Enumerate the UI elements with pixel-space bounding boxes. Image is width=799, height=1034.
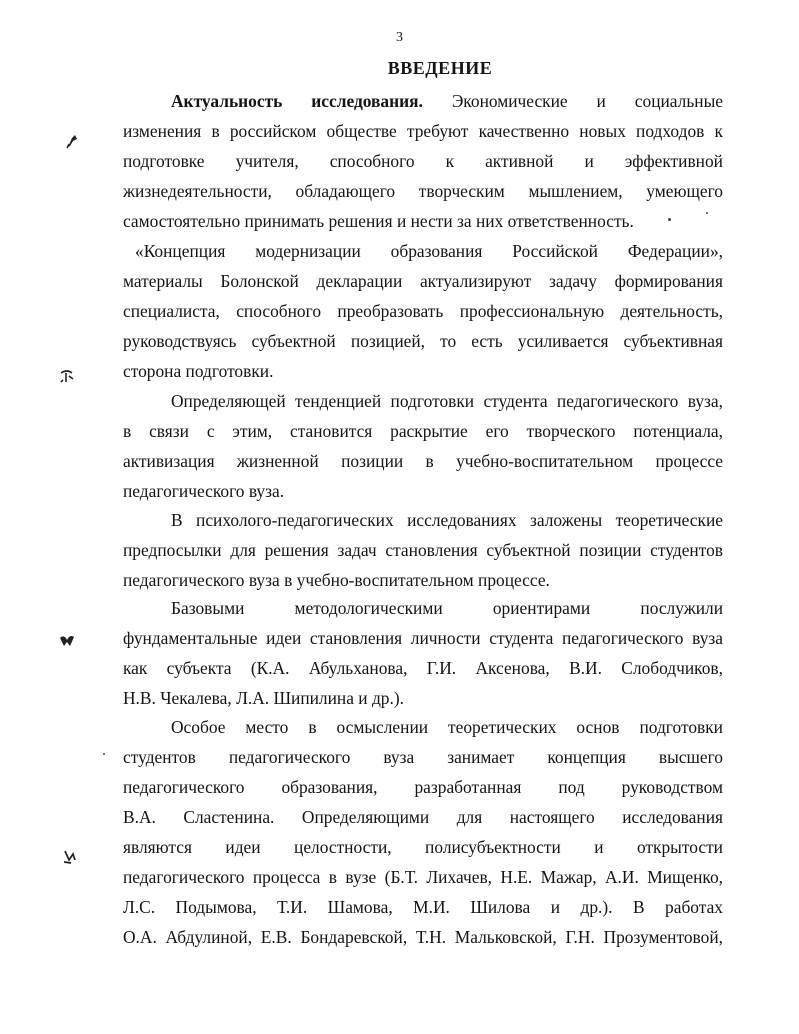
paragraph-concept-line-4: руководствуясь субъектной позицией, то есть усиливается субъективная xyxy=(123,331,723,351)
paragraph-tendency-line-4: педагогического вуза. xyxy=(123,481,285,501)
margin-scribble-icon xyxy=(58,368,76,386)
paragraph-concept-higher-line-1: Особое место в осмыслении теоретических основ подготовки xyxy=(171,717,723,737)
paragraph-concept-higher-line-8: О.А. Абдулиной, Е.В. Бондаревской, Т.Н. Мальковской, Г.Н. Прозументовой, xyxy=(123,927,723,947)
paragraph-methodology-line-1: Базовыми методологическими ориентирами послужили xyxy=(171,598,723,618)
paragraph-research-line-3: педагогического вуза в учебно-воспитательном процессе. xyxy=(123,570,550,590)
paragraph-concept-higher-line-2: студентов педагогического вуза занимает концепция высшего xyxy=(123,747,723,767)
paragraph-relevance-line-1: Актуальность исследования. Экономические и социальные xyxy=(171,91,723,111)
paragraph-tendency-line-1: Определяющей тенденцией подготовки студента педагогического вуза, xyxy=(171,391,723,411)
paragraph-methodology-line-3: как субъекта (К.А. Абульханова, Г.И. Аксенова, В.И. Слободчиков, xyxy=(123,658,723,678)
paragraph-methodology-line-4: Н.В. Чекалева, Л.А. Шипилина и др.). xyxy=(123,688,404,708)
margin-scribble-icon xyxy=(64,132,82,150)
body-text xyxy=(123,593,723,713)
paragraph-relevance-line-2: изменения в российском обществе требуют качественно новых подходов к xyxy=(123,121,723,141)
paragraph-concept-line-2: материалы Болонской декларации актуализируют задачу формирования xyxy=(123,271,723,291)
relevance-heading: Актуальность исследования. xyxy=(171,91,423,111)
paragraph-concept-line-3: специалиста, способного преобразовать профессиональную деятельность, xyxy=(123,301,723,321)
paragraph-concept-higher-line-3: педагогического образования, разработанная под руководством xyxy=(123,777,723,797)
paragraph-concept-line-5: сторона подготовки. xyxy=(123,361,274,381)
paragraph-tendency-line-2: в связи с этим, становится раскрытие его творческого потенциала, xyxy=(123,421,723,441)
body-text xyxy=(123,505,723,595)
body-text xyxy=(123,386,723,506)
paragraph-concept-higher-line-7: Л.С. Подымова, Т.И. Шамова, М.И. Шилова и др.). В работах xyxy=(123,897,723,917)
paragraph-concept-line-1: «Концепция модернизации образования Российской Федерации», xyxy=(135,241,723,261)
scan-speck xyxy=(103,753,105,755)
page-number: 3 xyxy=(396,30,403,45)
page-title: ВВЕДЕНИЕ xyxy=(387,58,493,78)
paragraph-methodology-line-2: фундаментальные идеи становления личности студента педагогического вуза xyxy=(123,628,723,648)
paragraph-concept-higher-line-5: являются идеи целостности, полисубъектности и открытости xyxy=(123,837,723,857)
paragraph-research-line-2: предпосылки для решения задач становления субъектной позиции студентов xyxy=(123,540,723,560)
margin-scribble-icon xyxy=(60,848,78,866)
paragraph-relevance-line-3: подготовке учителя, способного к активной и эффективной xyxy=(123,151,723,171)
paragraph-concept-higher-line-6: педагогического процесса в вузе (Б.Т. Лихачев, Н.Е. Мажар, А.И. Мищенко, xyxy=(123,867,723,887)
body-text xyxy=(123,712,723,952)
paragraph-tendency-line-3: активизация жизненной позиции в учебно-воспитательном процессе xyxy=(123,451,723,471)
margin-scribble-icon xyxy=(58,632,76,650)
paragraph-relevance-line-4: жизнедеятельности, обладающего творческим мышлением, умеющего xyxy=(123,181,723,201)
paragraph-relevance-line-5: самостоятельно принимать решения и нести за них ответственность. xyxy=(123,211,634,231)
paragraph-concept-higher-line-4: В.А. Сластенина. Определяющими для настоящего исследования xyxy=(123,807,723,827)
body-text xyxy=(123,86,723,386)
paragraph-research-line-1: В психолого-педагогических исследованиях заложены теоретические xyxy=(171,510,723,530)
